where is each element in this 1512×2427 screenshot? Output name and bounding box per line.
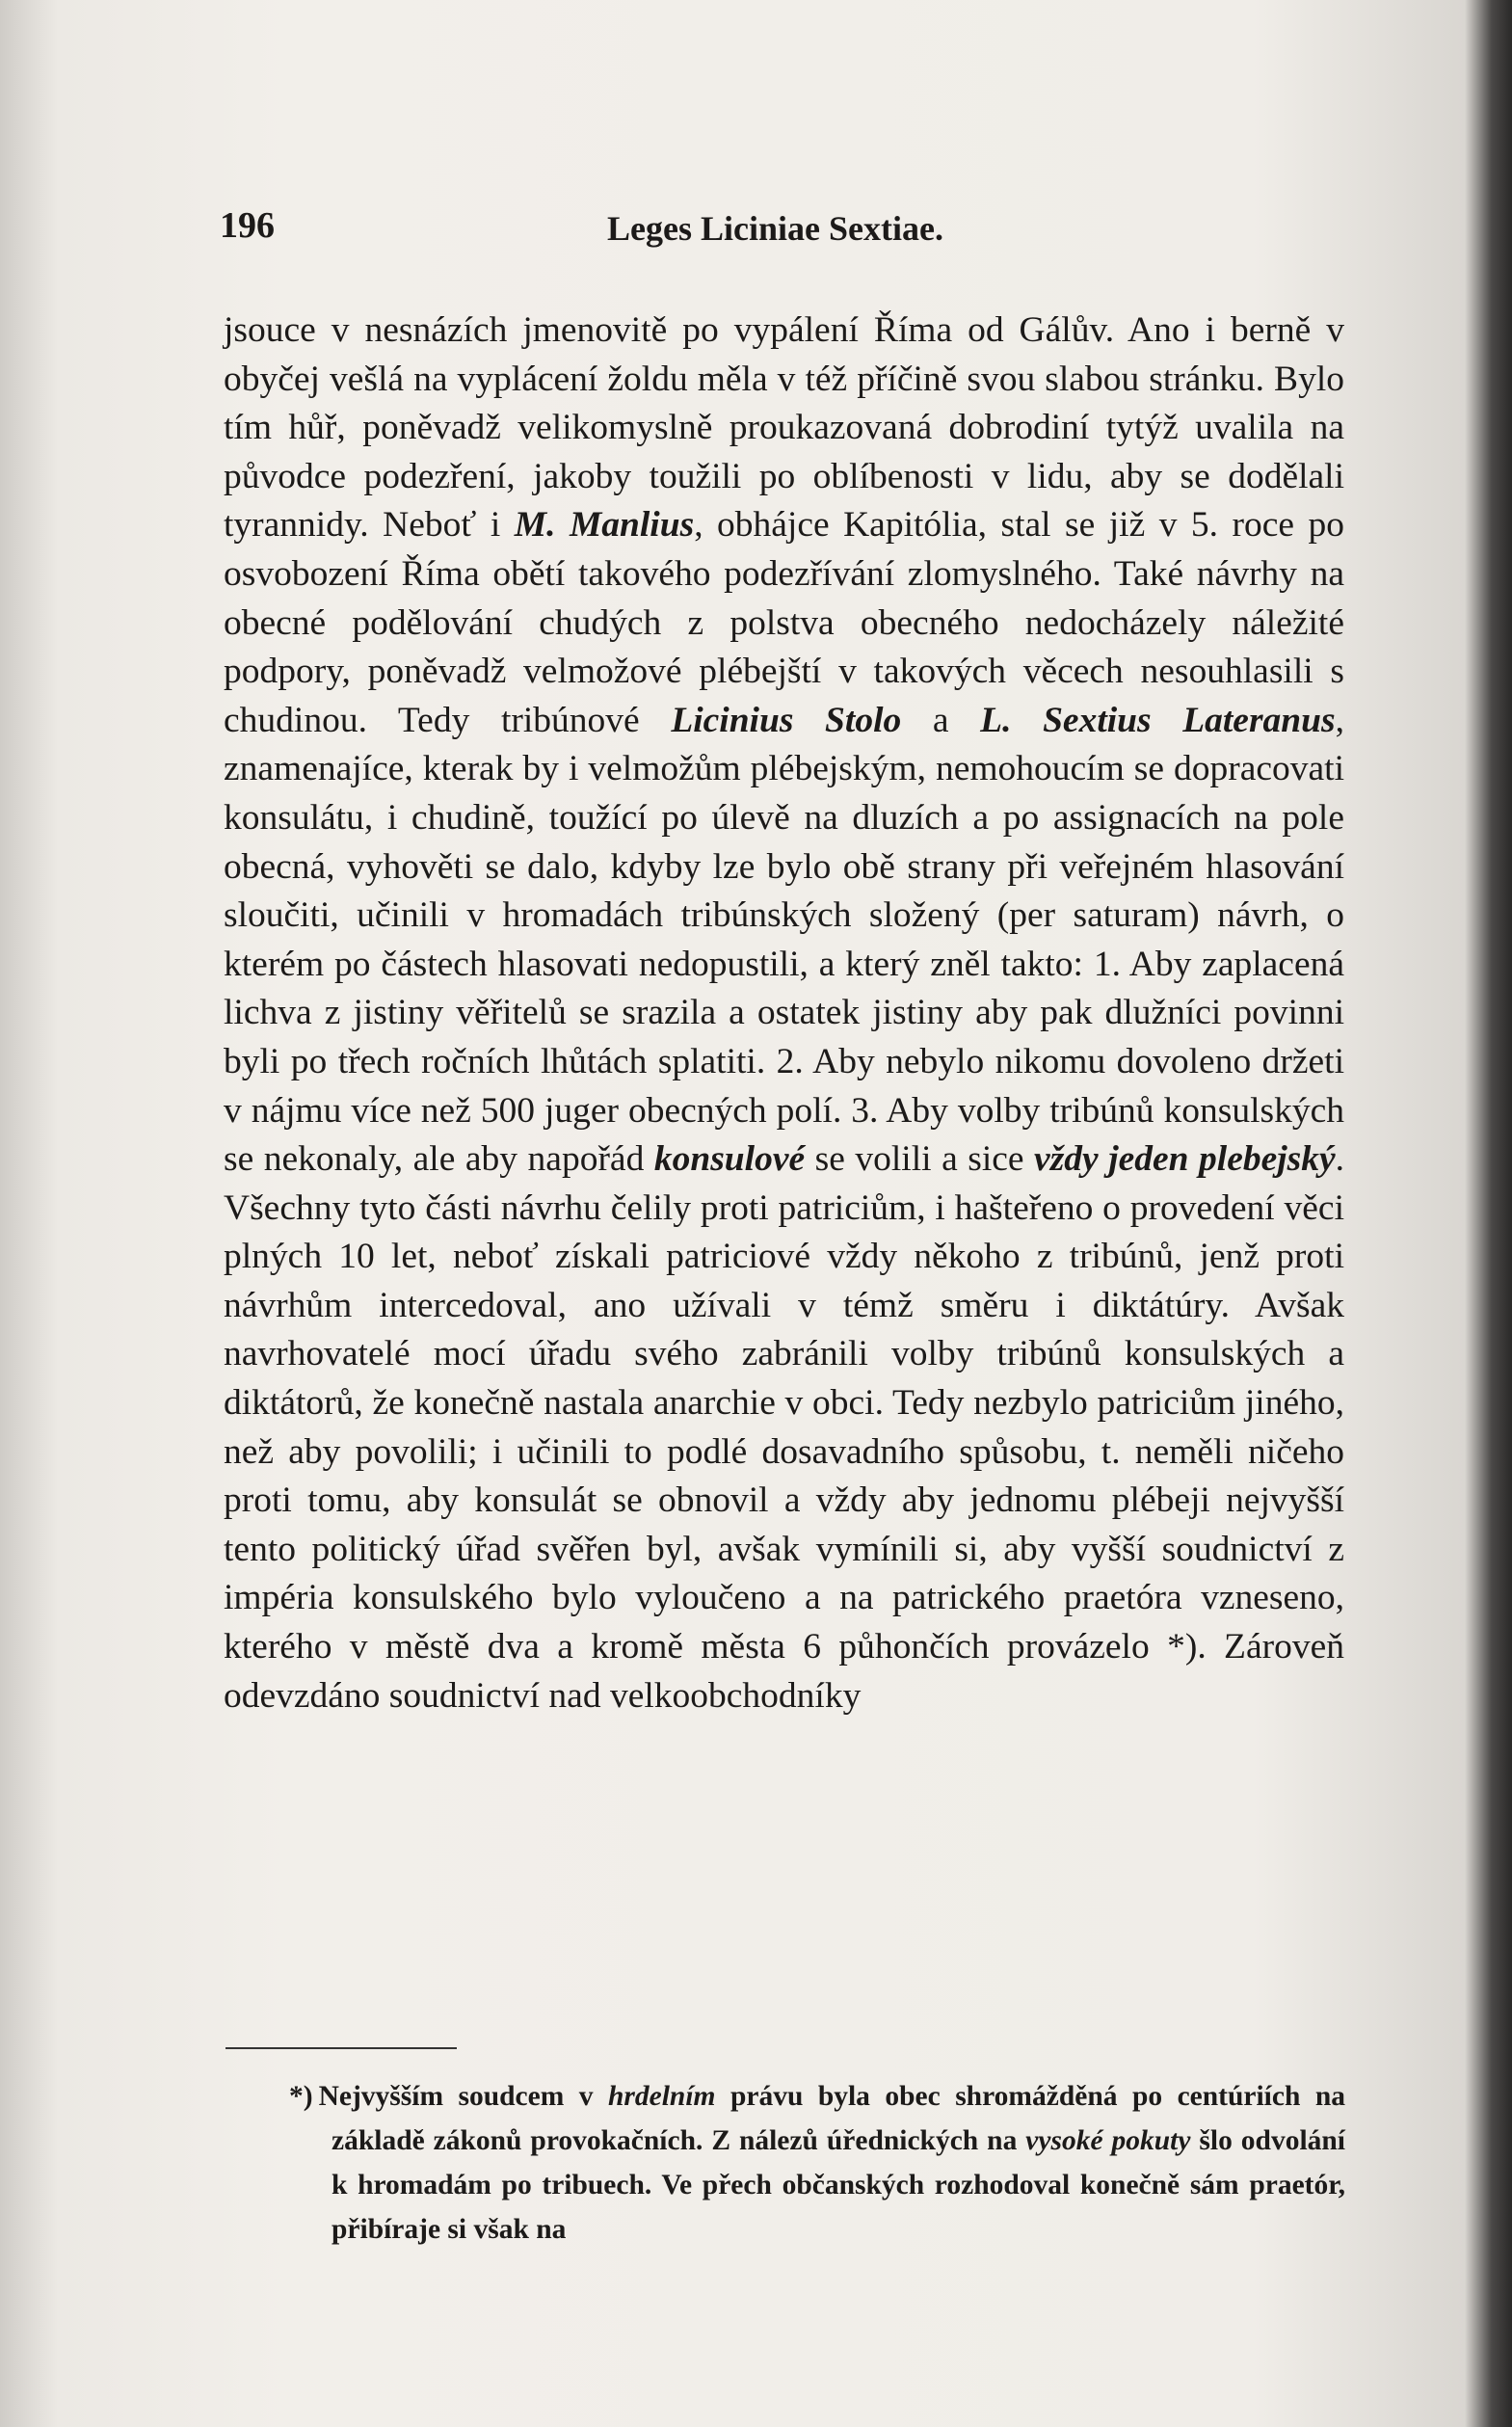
name-sextius-lateranus: L. Sextius Lateranus	[980, 700, 1336, 740]
text-run: jsouce v nesnázích jmenovitě po vypálení Říma od Gálův. Ano i berně v obyčej vešlá na vyplácení žoldu měla v též příčině svou slabou stránku. Bylo tím hůř, poněvadž velikomyslně proukazovaná dobrodiní tytýž uvalila na původce podezření, jakoby toužili po oblíbenosti v lidu, aby se dodělali tyrannidy. Neboť i	[224, 310, 1344, 546]
text-run: , obhájce Kapitólia, stal se již v 5. roce po osvobození Říma obětí takového podezřívání zlomyslného. Také návrhy na obecné podělování chudých z polstva obecného nedocházely náležité podpory, poněvadž velmožové plébejští v takových věcech nesouhlasili s chudinou. Tedy tribúnové	[224, 505, 1345, 740]
text-run: . Všechny tyto části návrhu čelily proti patriciům, i hašteřeno o provedení věci plných 10 let, neboť získali patriciové vždy někoho z tribúnů, jenž proti návrhům intercedoval, ano užívali v témž směru i diktátúry. Avšak navrhovatelé mocí úřadu svého zabránili volby tribúnů konsulských a diktátorů, že konečně nastala anarchie v obci. Tedy nezbylo patriciům jiného, než aby povolili; i učinili to podlé dosavadního spůsobu, t. neměli ničeho proti tomu, aby konsulát se obnovil a vždy aby jednomu plébeji nejvyšší tento politický úřad svěřen byl, avšak vymínili si, aby vyšší soudnictví z impéria konsulského bylo vyloučeno a na patrického praetóra vzneseno, kterého v městě dva a kromě města 6 půhončích provázelo *). Zároveň odevzdáno soudnictví nad velkoobchodníky	[224, 1139, 1345, 1716]
page-number: 196	[220, 205, 275, 246]
page-header	[0, 204, 1512, 253]
emphasis-konsulove: konsulové	[653, 1139, 806, 1180]
emphasis-hrdelnim: hrdelním	[608, 2081, 716, 2112]
footnote	[289, 2074, 1345, 2252]
main-paragraph	[224, 307, 1344, 1720]
footnote-marker: *)	[289, 2081, 313, 2112]
text-run: , znamenajíce, kterak by i velmožům plébejským, nemohoucím se dopracovati konsulátu, i chudině, toužící po úlevě na dluzích a po assignacích na pole obecná, vyhověti se dalo, kdyby lze bylo obě strany při veřejném hlasování sloučiti, učinili v hromadách tribúnských složený (per saturam) návrh, o kterém po částech hlasovati nedopustili, a který zněl takto: 1. Aby zaplacená lichva z jistiny věřitelů se srazila a ostatek jistiny aby pak dlužníci povinni byli po třech ročních lhůtách splatiti. 2. Aby nebylo nikomu dovoleno držeti v nájmu více než 500 juger obecných polí. 3. Aby volby tribúnů konsulských se nekonaly, ale aby napořád	[224, 700, 1344, 1180]
name-manlius: M. Manlius	[514, 505, 695, 546]
text-run: a	[901, 700, 981, 740]
running-head: Leges Liciniae Sextiae.	[607, 209, 943, 248]
name-licinius-stolo: Licinius Stolo	[671, 700, 902, 740]
footnote-text: právu byla obec shromážděná po centúriích na základě zákonů provokačních. Z nálezů úřednických na	[332, 2081, 1346, 2156]
text-run: se volili a sice	[805, 1139, 1035, 1180]
footnote-text: šlo odvolání k hromadám po tribuech. Ve přech občanských rozhodoval konečně sám praetór, přibíraje si však na	[332, 2125, 1345, 2245]
emphasis-pokuty: vysoké pokuty	[1025, 2125, 1191, 2156]
footnote-rule	[225, 2047, 457, 2049]
footnote-text: Nejvyšším soudcem v	[318, 2081, 608, 2112]
emphasis-plebejsky: vždy jeden plebejský	[1034, 1139, 1336, 1180]
